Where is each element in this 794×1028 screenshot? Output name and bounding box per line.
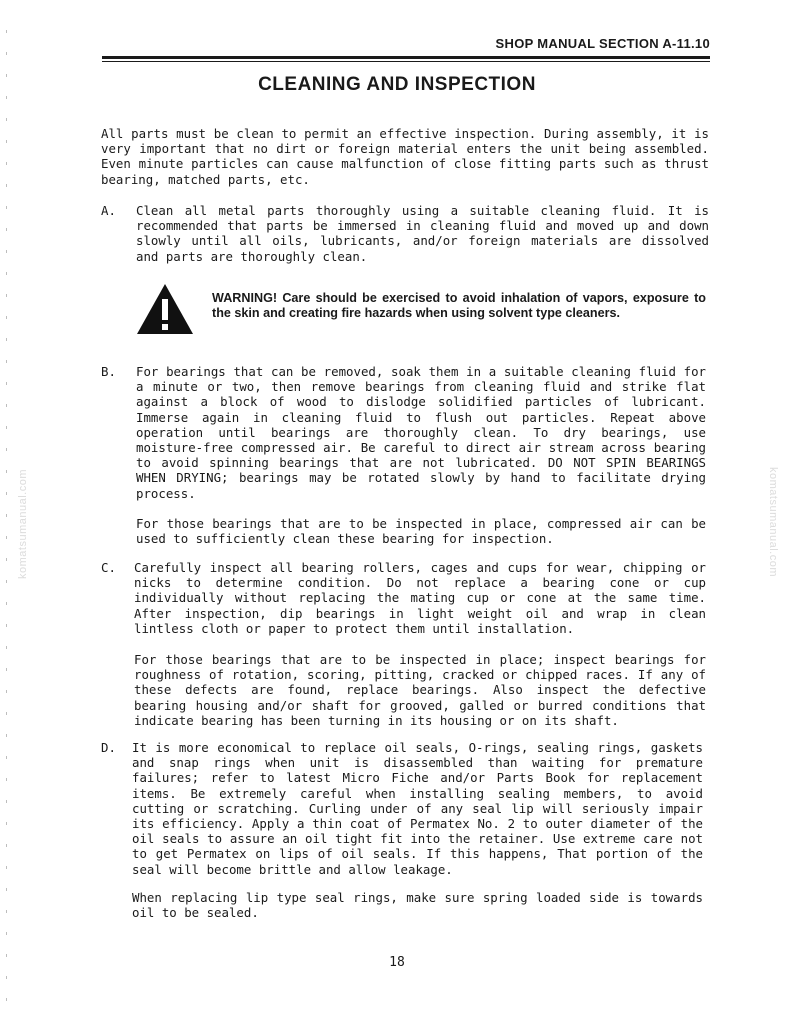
scan-edge-marks xyxy=(6,30,7,1010)
item-c-marker: C. xyxy=(101,560,116,575)
item-b-paragraph-2: For those bearings that are to be inspected in place, compressed air can be used to sufficiently clean these bearing for inspection. xyxy=(136,516,706,547)
item-d-paragraph-1: It is more economical to replace oil seals, O-rings, sealing rings, gaskets and snap rings when unit is disassembled than waiting for premature failures; refer to latest Micro Fiche and/or Parts Book for replacement items. Be extremely careful when installing sealing members, to avoid cutting or scratching. Curling under of any seal lip will seriously impair its efficiency. Apply a thin coat of Permatex No. 2 to outer diameter of the oil seals to assure an oil tight fit into the retainer. Use extreme care not to get Permatex on lips of oil seals. If this happens, That portion of the seal will become brittle and allow leakage. xyxy=(132,740,703,877)
warning-triangle-icon xyxy=(135,282,195,336)
item-b-paragraph-1: For bearings that can be removed, soak them in a suitable cleaning fluid for a minute or two, then remove bearings from cleaning fluid and strike flat against a block of wood to dislodge solidified particles of lubricant. Immerse again in cleaning fluid to flush out particles. Repeat above operation until bearings are thoroughly clean. To dry bearings, use moisture-free compressed air. Be careful to direct air stream across bearing to avoid spinning bearings that are not lubricated. DO NOT SPIN BEARINGS WHEN DRYING; bearings may be rotated slowly by hand to facilitate drying process. xyxy=(136,364,706,501)
item-c-paragraph-2: For those bearings that are to be inspected in place; inspect bearings for roughness of rotation, scoring, pitting, cracked or chipped races. If any of these defects are found, replace bearings. Also inspect the defective bearing housing and/or shaft for grooved, galled or burred conditions that indicate bearing has been turning in its housing or on its shaft. xyxy=(134,652,706,728)
item-c-paragraph-1: Carefully inspect all bearing rollers, cages and cups for wear, chipping or nicks to determine condition. Do not replace a bearing cone or cup individually without replacing the mating cup or cone at the same time. After inspection, dip bearings in light weight oil and wrap in clean lintless cloth or paper to protect them until installation. xyxy=(134,560,706,636)
watermark-left: komatsumanual.com xyxy=(17,469,29,579)
page-number: 18 xyxy=(389,955,405,970)
intro-paragraph: All parts must be clean to permit an effective inspection. During assembly, it is very important that no dirt or foreign material enters the unit being assembled. Even minute particles can cause malfunction of close fitting parts such as thrust bearing, matched parts, etc. xyxy=(101,126,709,187)
item-d-paragraph-2: When replacing lip type seal rings, make sure spring loaded side is towards oil to be sealed. xyxy=(132,890,703,921)
warning-text: WARNING! Care should be exercised to avoid inhalation of vapors, exposure to the skin and creating fire hazards when using solvent type cleaners. xyxy=(212,291,706,321)
item-d-marker: D. xyxy=(101,740,116,755)
header-rule-thin xyxy=(102,61,710,62)
item-b-marker: B. xyxy=(101,364,116,379)
section-header: SHOP MANUAL SECTION A-11.10 xyxy=(495,36,710,51)
page-title: CLEANING AND INSPECTION xyxy=(258,74,536,95)
header-rule xyxy=(102,56,710,59)
item-a-marker: A. xyxy=(101,203,116,218)
item-a-paragraph: Clean all metal parts thoroughly using a suitable cleaning fluid. It is recommended that parts be immersed in cleaning fluid and moved up and down slowly until all oils, lubricants, and/or foreign materials are dissolved and parts are thoroughly clean. xyxy=(136,203,709,264)
watermark-right: komatsumanual.com xyxy=(767,467,779,577)
